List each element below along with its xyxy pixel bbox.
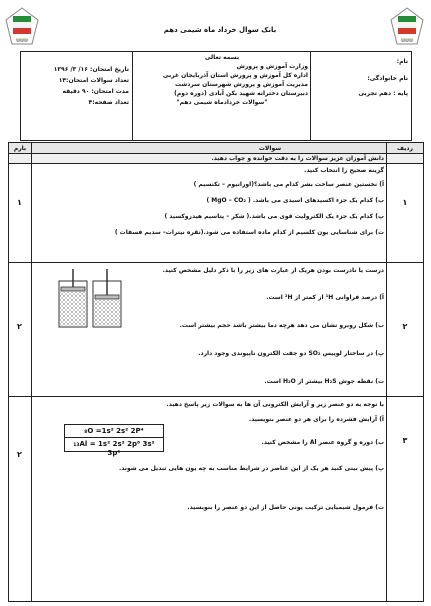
aluminum-config: ₁₃Al = 1s² 2s² 2p⁶ 3s² 3p¹ xyxy=(73,440,155,457)
question-1-item-a: آ) نخستین عنصر ساخت بشر کدام می باشد؟(اورانیوم – تکنسیم ) xyxy=(193,181,384,188)
question-1-title: گزینه صحیح را انتخاب کنید. xyxy=(304,167,384,174)
province-office-label: اداره کل آموزش و پرورش استان آذربایجان غربی xyxy=(162,72,308,79)
question-2-item-c: پ) در ساختار لوییس SO₂ دو جفت الکترون ناپیوندی وجود دارد. xyxy=(198,350,384,357)
question-1-item-d: ت) برای شناسایی یون کلسیم از کدام ماده استفاده می شود.(نقره نیترات– سدیم فسفات ) xyxy=(114,229,384,236)
question-2-score: ۲ xyxy=(17,322,22,331)
right-emblem xyxy=(389,6,425,46)
oxygen-config: ₈O =1s² 2s² 2P⁴ xyxy=(84,427,144,435)
svg-text:WWW: WWW xyxy=(16,38,28,43)
question-3-item-a: آ) آرایش فشرده را برای هر دو عنصر بنویسید. xyxy=(248,416,384,423)
row-column-header: ردیف xyxy=(397,145,413,152)
school-label: دبیرستان دخترانه شهید بکن آبادی (دوره دوم) xyxy=(174,90,308,97)
question-2-item-d: ت) نقطه جوش H₂S بیشتر از H₂O است. xyxy=(264,378,384,385)
family-label: نام خانوادگی: xyxy=(367,75,408,82)
exam-date-label: تاریخ امتحان: ۱۶/ ۳/ ۱۳۹۶ xyxy=(53,66,129,73)
page-count-label: تعداد صفحه:۴ xyxy=(88,99,129,106)
question-2-item-a: آ) درصد فراوانی ¹H از کمتر از ²H است. xyxy=(266,294,384,301)
city-office-label: مدیریت آموزش و پرورش شهرستان سردشت xyxy=(175,81,308,88)
question-1-item-b: ب) کدام یک جزء اکسیدهای اسیدی می باشد. ( MgO – CO₂ ) xyxy=(206,197,384,204)
question-3-title: با توجه به دو عنصر زیر و آرایش الکترونی آن ها به سوالات زیر پاسخ دهید. xyxy=(166,401,384,408)
question-3-item-c: پ) پیش بینی کنید هر یک از این عناصر در شرایط مناسب به چه یون هایی تبدیل می شوند. xyxy=(119,465,384,472)
question-1-item-c: پ) کدام یک جزء یک الکترولیت قوی می باشد.( شکر – پتاسیم هیدروکسید ) xyxy=(164,213,384,220)
left-emblem xyxy=(4,6,40,46)
exam-duration-label: مدت امتحان: ۹۰ دقیقه xyxy=(62,88,129,95)
question-3-number: ۳ xyxy=(402,436,408,445)
ministry-label: وزارت آموزش و پرورش xyxy=(236,63,308,70)
bismillah: بسمه تعالی xyxy=(204,54,240,61)
question-2-item-b: ب) شکل روبرو نشان می دهد هرچه دما بیشتر باشد حجم بیشتر است. xyxy=(179,322,384,329)
grade-label: پایه : دهم تجربی xyxy=(358,90,408,97)
question-1-number: ۱ xyxy=(402,198,408,207)
question-3-item-d: ت) فرمول شیمیایی ترکیب یونی حاصل از این دو عنصر را بنویسید. xyxy=(187,504,384,511)
gas-cylinders-figure xyxy=(55,267,125,329)
question-2-title: درست یا نادرست بودن هریک از عبارت های زیر را با ذکر دلیل مشخص کنید. xyxy=(162,267,384,274)
question-count-label: تعداد سوالات امتحان:۱۴ xyxy=(58,77,129,84)
question-1-score: ۱ xyxy=(17,198,22,207)
questions-column-header: سوالات xyxy=(258,145,282,152)
name-label: نام: xyxy=(396,58,408,65)
question-3-item-b: ب) دوره و گروه عنصر Al را مشخص کنید. xyxy=(261,439,384,446)
site-title: بانک سوال خرداد ماه شیمی دهم xyxy=(163,26,277,34)
question-3-score: ۲ xyxy=(17,450,22,459)
exam-title: "سوالات خردادماه شیمی دهم" xyxy=(176,99,268,106)
question-2-number: ۲ xyxy=(402,322,408,331)
instruction-text: دانش آموزان عزیز سوالات را به دقت خوانده و جواب دهید. xyxy=(211,155,384,162)
score-column-header: بارم xyxy=(13,145,27,152)
svg-text:WWW: WWW xyxy=(401,38,413,43)
